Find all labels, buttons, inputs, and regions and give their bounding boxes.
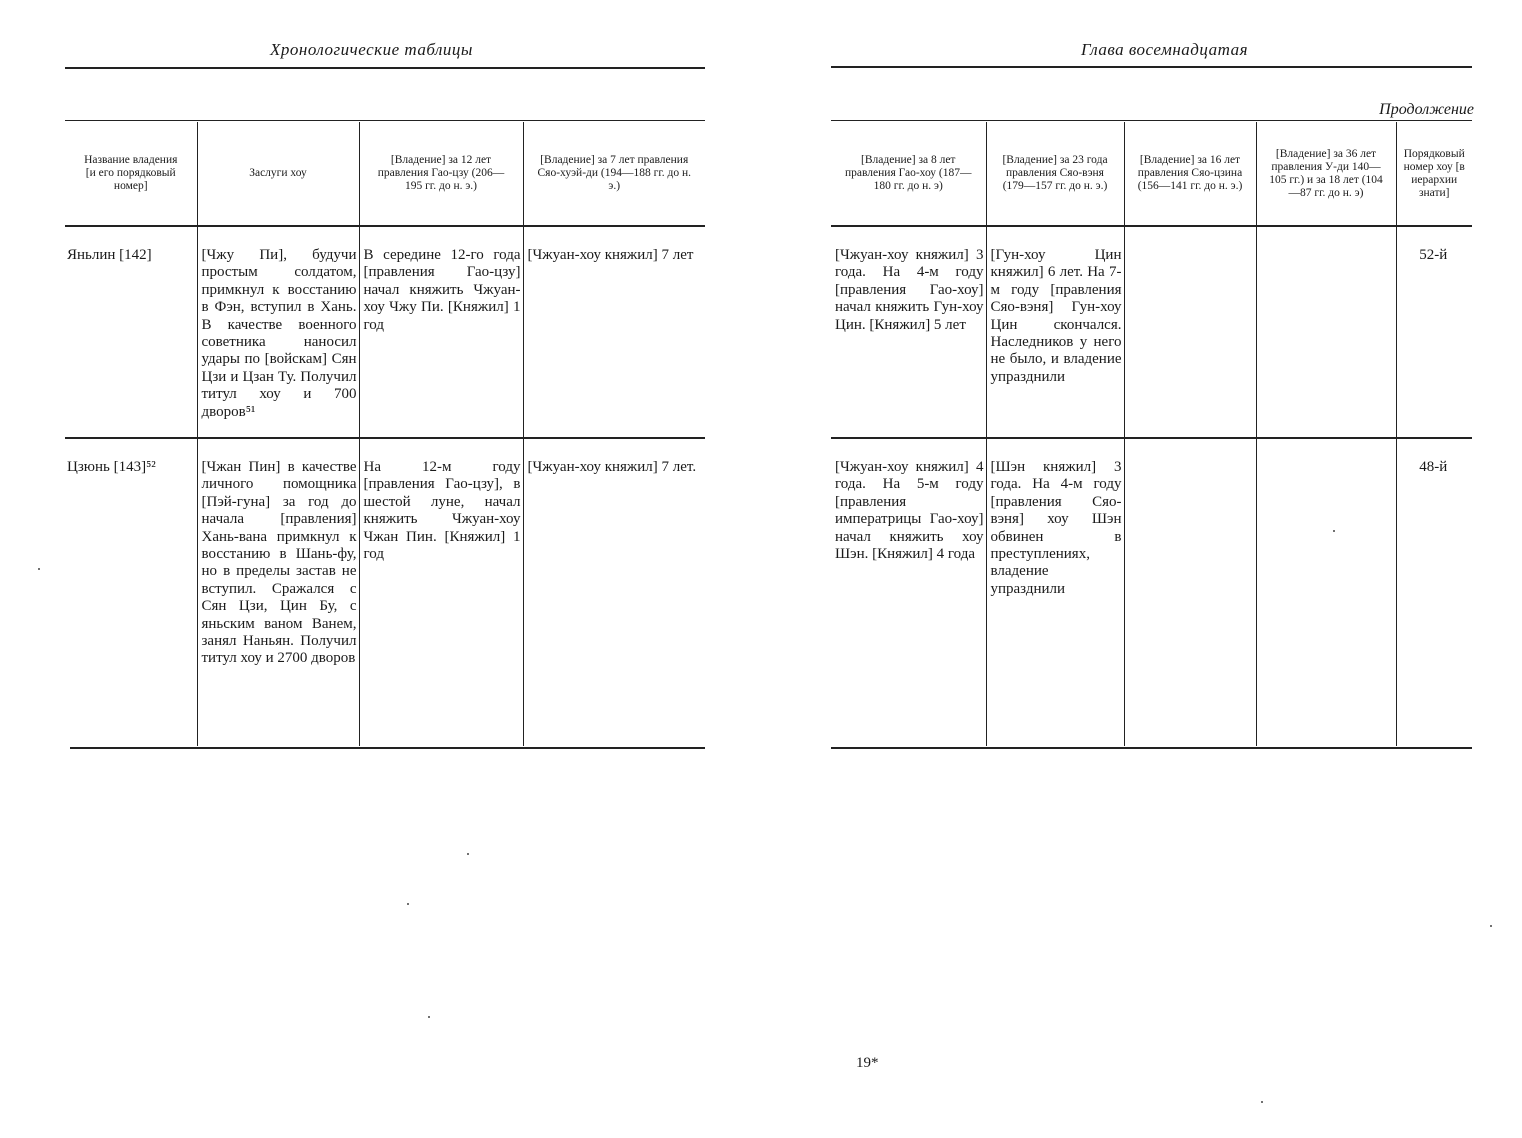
scan-speck — [1261, 1101, 1263, 1103]
table-top-rule — [65, 120, 705, 121]
table-row — [65, 438, 705, 746]
scan-speck — [1333, 530, 1335, 532]
xiaowen-cell: [Гун-хоу Цин княжил] 6 лет. На 7-м году [правления Сяо-вэня] Гун-хоу Цин скончался. Наследников у него не было, и владение упразднили — [986, 226, 1124, 438]
header-xiaohuidi: [Владение] за 7 лет правления Сяо-хуэй-ди (194—188 гг. до н. э.) — [523, 122, 705, 226]
xiaohuidi-cell: [Чжуан-хоу княжил] 7 лет. — [523, 438, 705, 746]
head-rule — [65, 67, 705, 69]
table-bottom-rule — [831, 747, 1472, 749]
table-row — [831, 226, 1472, 438]
merits-cell: [Чжан Пин] в качестве личного помощника [Пэй-гуна] за год до начала [правления] Хань-вана примкнул к восстанию в Шань-фу, но в пределы застав не вступил. Сражался с Сян Цзи, Цин Бу, с яньским ваном Ванем, занял Наньян. Получил титул хоу и 2700 дворов — [197, 438, 359, 746]
right-running-head: Глава восемнадцатая — [1081, 40, 1248, 59]
scan-speck — [428, 1016, 430, 1018]
wudi-cell — [1256, 226, 1396, 438]
scan-speck — [467, 853, 469, 855]
merits-cell: [Чжу Пи], будучи простым солдатом, примкнул к восстанию в Фэн, вступил в Хань. В качестве военного советника наносил удары по [войскам] Сян Цзи и Цзан Ту. Получил титул хоу и 700 дворов⁵¹ — [197, 226, 359, 438]
xiaohuidi-cell: [Чжуан-хоу княжил] 7 лет — [523, 226, 705, 438]
header-rank: Порядковый номер хоу [в иерархии знати] — [1396, 122, 1472, 226]
header-xiaojing: [Владение] за 16 лет правления Сяо-цзина (156—141 гг. до н. э.) — [1124, 122, 1256, 226]
rank-cell: 52-й — [1396, 226, 1472, 438]
table-row — [831, 438, 1472, 746]
rank-cell: 48-й — [1396, 438, 1472, 746]
gaozu-cell: На 12-м году [правления Гао-цзу], в шестой луне, начал княжить Чжуан-хоу Чжан Пин. [Княжил] 1 год — [359, 438, 523, 746]
header-domain-name: Название владения [и его порядковый номер] — [65, 122, 197, 226]
left-running-head: Хронологические таблицы — [270, 40, 473, 59]
scan-speck — [1490, 925, 1492, 927]
right-page — [761, 0, 1522, 1138]
table-bottom-rule — [70, 747, 705, 749]
domain-name-cell: Яньлин [142] — [65, 226, 197, 438]
header-gaozu: [Владение] за 12 лет правления Гао-цзу (206—195 гг. до н. э.) — [359, 122, 523, 226]
gaohou-cell: [Чжуан-хоу княжил] 3 года. На 4-м году [правления Гао-хоу] начал княжить Гун-хоу Цин. [Княжил] 5 лет — [831, 226, 986, 438]
header-wudi: [Владение] за 36 лет правления У-ди 140—105 гг.) и за 18 лет (104—87 гг. до н. э) — [1256, 122, 1396, 226]
xiaojing-cell — [1124, 438, 1256, 746]
header-gaohou: [Владение] за 8 лет правления Гао-хоу (187—180 гг. до н. э) — [831, 122, 986, 226]
table-row — [65, 226, 705, 438]
table-top-rule — [831, 120, 1472, 121]
gaohou-cell: [Чжуан-хоу княжил] 4 года. На 5-м году [правления императрицы Гао-хоу] начал княжить хоу Шэн. [Княжил] 4 года — [831, 438, 986, 746]
wudi-cell — [1256, 438, 1396, 746]
right-chronology-table — [831, 122, 1472, 746]
scan-speck — [38, 568, 40, 570]
domain-name-cell: Цзюнь [143]⁵² — [65, 438, 197, 746]
gaozu-cell: В середине 12-го года [правления Гао-цзу] начал княжить Чжуан-хоу Чжу Пи. [Княжил] 1 год — [359, 226, 523, 438]
left-chronology-table — [65, 122, 705, 746]
continued-label: Продолжение — [1379, 101, 1474, 118]
scan-speck — [407, 903, 409, 905]
xiaowen-cell: [Шэн княжил] 3 года. На 4-м году [правления Сяо-вэня] хоу Шэн обвинен в преступлениях, владение упразднили — [986, 438, 1124, 746]
head-rule — [831, 66, 1472, 68]
page-number: 19* — [856, 1055, 879, 1071]
header-merits: Заслуги хоу — [197, 122, 359, 226]
header-xiaowen: [Владение] за 23 года правления Сяо-вэня (179—157 гг. до н. э.) — [986, 122, 1124, 226]
xiaojing-cell — [1124, 226, 1256, 438]
